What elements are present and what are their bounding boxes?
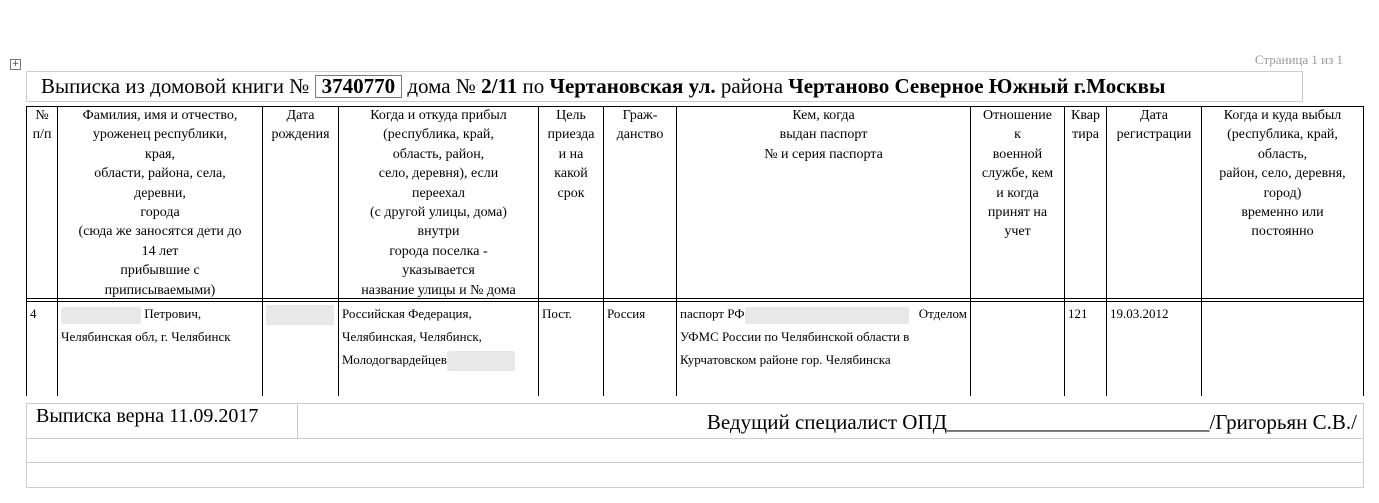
footer-block xyxy=(26,403,1364,488)
cell-arrival xyxy=(339,302,538,371)
signature-line: Ведущий специалист ОПД_________________________/Григорьян С.В./ xyxy=(706,410,1357,434)
col-birthdate xyxy=(262,106,338,396)
cell-arrival-text: Российская Федерация, Челябинская, Челябинск, Молодогвардейцев xyxy=(342,306,482,367)
header-number: № п/п xyxy=(32,108,52,143)
title-box xyxy=(26,71,1303,102)
cell-registration-date: 19.03.2012 xyxy=(1110,306,1169,321)
extract-number: 3740770 xyxy=(315,75,403,98)
redacted-passport xyxy=(745,307,909,324)
header-military: Отношение к военной службе, кем и когда принят на учет xyxy=(981,108,1054,240)
col-registration-date xyxy=(1106,106,1201,396)
header-purpose: Цель приезда и на какой срок xyxy=(547,108,595,201)
redacted-surname xyxy=(61,307,141,324)
col-arrival xyxy=(338,106,538,396)
header-birthdate: Дата рождения xyxy=(271,108,330,143)
title-middle1: дома № xyxy=(407,74,476,98)
footer-divider xyxy=(297,404,298,438)
page-counter: Страница 1 из 1 xyxy=(1254,52,1343,67)
street-name: Чертановская ул. xyxy=(549,74,716,98)
district-name: Чертаново Северное Южный г.Москвы xyxy=(788,74,1166,98)
house-book-table xyxy=(26,106,1364,396)
header-registration-date: Дата регистрации xyxy=(1116,108,1192,143)
header-name: Фамилия, имя и отчество, уроженец республики, края, области, района, села, деревни, города (сюда же заносятся дети до 14 лет прибывшие с приписываемыми) xyxy=(78,108,242,298)
col-military xyxy=(970,106,1064,396)
passport-type: паспорт РФ xyxy=(680,306,745,321)
title-middle3: района xyxy=(720,74,784,98)
expand-icon[interactable]: + xyxy=(11,59,20,69)
redacted-address xyxy=(447,351,515,371)
col-name xyxy=(57,106,262,396)
cell-citizenship: Россия xyxy=(607,306,646,321)
header-arrival: Когда и откуда прибыл (республика, край, область, район, село, деревня), если переехал (с другой улицы, дома) внутри города поселка - указывается название улицы и № дома xyxy=(361,108,516,298)
passport-issuer: УФМС России по Челябинской области в Курчатовском районе гор. Челябинска xyxy=(680,329,910,367)
col-purpose xyxy=(538,106,603,396)
cell-name-text: Петрович, Челябинская обл, г. Челябинск xyxy=(61,306,231,344)
verified-statement: Выписка верна 11.09.2017 xyxy=(36,405,259,427)
title-prefix: Выписка из домовой книги № xyxy=(41,74,310,98)
cell-purpose: Пост. xyxy=(542,306,572,321)
col-passport xyxy=(676,106,970,396)
house-number: 2/11 xyxy=(481,74,518,98)
redacted-birthdate xyxy=(266,305,334,325)
cell-apartment: 121 xyxy=(1068,306,1088,321)
col-departure xyxy=(1201,106,1364,396)
header-departure: Когда и куда выбыл (республика, край, область, район, село, деревня, город) временно или постоянно xyxy=(1219,108,1346,240)
cell-birthdate xyxy=(263,302,338,325)
cell-name xyxy=(58,302,262,348)
passport-issuer-start: Отделом xyxy=(918,306,967,321)
cell-number: 4 xyxy=(30,306,37,321)
col-number xyxy=(26,106,57,396)
cell-passport xyxy=(677,302,970,371)
col-apartment xyxy=(1064,106,1106,396)
title-middle2: по xyxy=(522,74,545,98)
header-citizenship: Граж- данство xyxy=(616,108,664,143)
document-title xyxy=(41,74,1165,98)
col-citizenship xyxy=(603,106,676,396)
header-passport: Кем, когда выдан паспорт № и серия паспорта xyxy=(764,108,883,162)
header-apartment: Квар тира xyxy=(1071,108,1100,143)
footer-row-line-1 xyxy=(27,438,1363,439)
footer-row-line-2 xyxy=(27,462,1363,463)
